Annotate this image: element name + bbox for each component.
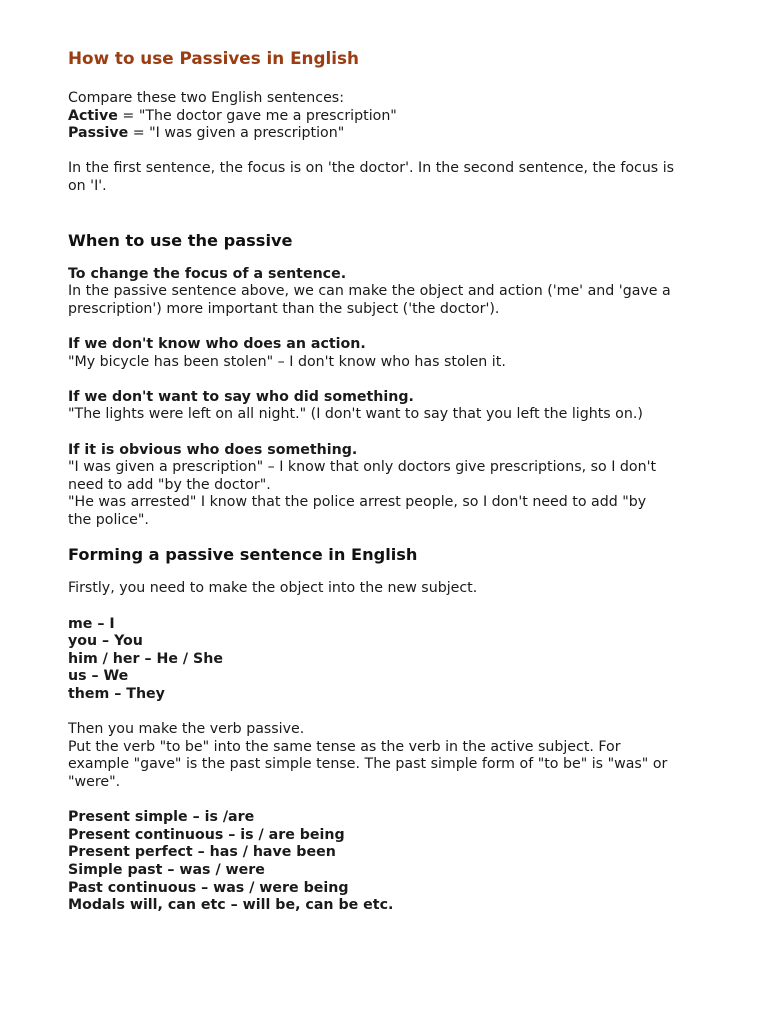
reason-heading-unknown: If we don't know who does an action. <box>68 335 366 352</box>
reason-heading-not-say: If we don't want to say who did something. <box>68 388 414 405</box>
pronoun-item: us – We <box>68 668 129 685</box>
reason-text: "I was given a prescription" – I know that only doctors give prescriptions, so I don't <box>68 459 657 476</box>
reason-text: need to add "by the doctor". <box>68 476 271 493</box>
then-line: "were". <box>68 774 121 790</box>
then-line: example "gave" is the past simple tense. The past simple form of "to be" is "was" or <box>68 756 668 773</box>
passive-example <box>68 125 720 143</box>
tense-item: Present perfect – has / have been <box>68 844 336 861</box>
document-title: How to use Passives in English <box>68 48 359 68</box>
tense-item: Simple past – was / were <box>68 861 265 878</box>
pronoun-item: me – I <box>68 615 115 632</box>
tense-item: Present simple – is /are <box>68 809 255 826</box>
pronoun-item: them – They <box>68 686 165 703</box>
passive-text: = "I was given a prescription" <box>128 125 345 142</box>
active-text: = "The doctor gave me a prescription" <box>117 107 397 124</box>
reason-heading-focus: To change the focus of a sentence. <box>68 265 347 282</box>
reason-text: "My bicycle has been stolen" – I don't know who has stolen it. <box>68 353 506 370</box>
tense-item: Present continuous – is / are being <box>68 826 345 843</box>
reason-text: the police". <box>68 511 149 528</box>
section-heading-forming: Forming a passive sentence in English <box>68 545 418 565</box>
pronoun-item: you – You <box>68 633 143 650</box>
section-heading-when: When to use the passive <box>68 230 293 250</box>
focus-line-1: In the first sentence, the focus is on 'the doctor'. In the second sentence, the focus is <box>68 160 675 177</box>
active-label: Active <box>68 107 118 124</box>
active-example <box>68 108 720 126</box>
reason-text: "He was arrested" I know that the police arrest people, so I don't need to add "by <box>68 494 647 511</box>
then-line: Put the verb "to be" into the same tense as the verb in the active subject. For <box>68 738 621 755</box>
reason-text: In the passive sentence above, we can make the object and action ('me' and 'gave a <box>68 283 671 300</box>
compare-line: Compare these two English sentences: <box>68 90 344 106</box>
firstly-line: Firstly, you need to make the object into the new subject. <box>68 580 478 597</box>
focus-line-2: on 'I'. <box>68 177 107 194</box>
reason-heading-obvious: If it is obvious who does something. <box>68 441 358 458</box>
reason-text: prescription') more important than the subject ('the doctor'). <box>68 300 500 317</box>
passive-label: Passive <box>68 125 129 142</box>
pronoun-item: him / her – He / She <box>68 650 223 667</box>
then-line: Then you make the verb passive. <box>68 721 305 738</box>
reason-text: "The lights were left on all night." (I don't want to say that you left the lights on.) <box>68 406 643 423</box>
tense-item: Modals will, can etc – will be, can be etc. <box>68 897 394 914</box>
tense-item: Past continuous – was / were being <box>68 879 349 896</box>
